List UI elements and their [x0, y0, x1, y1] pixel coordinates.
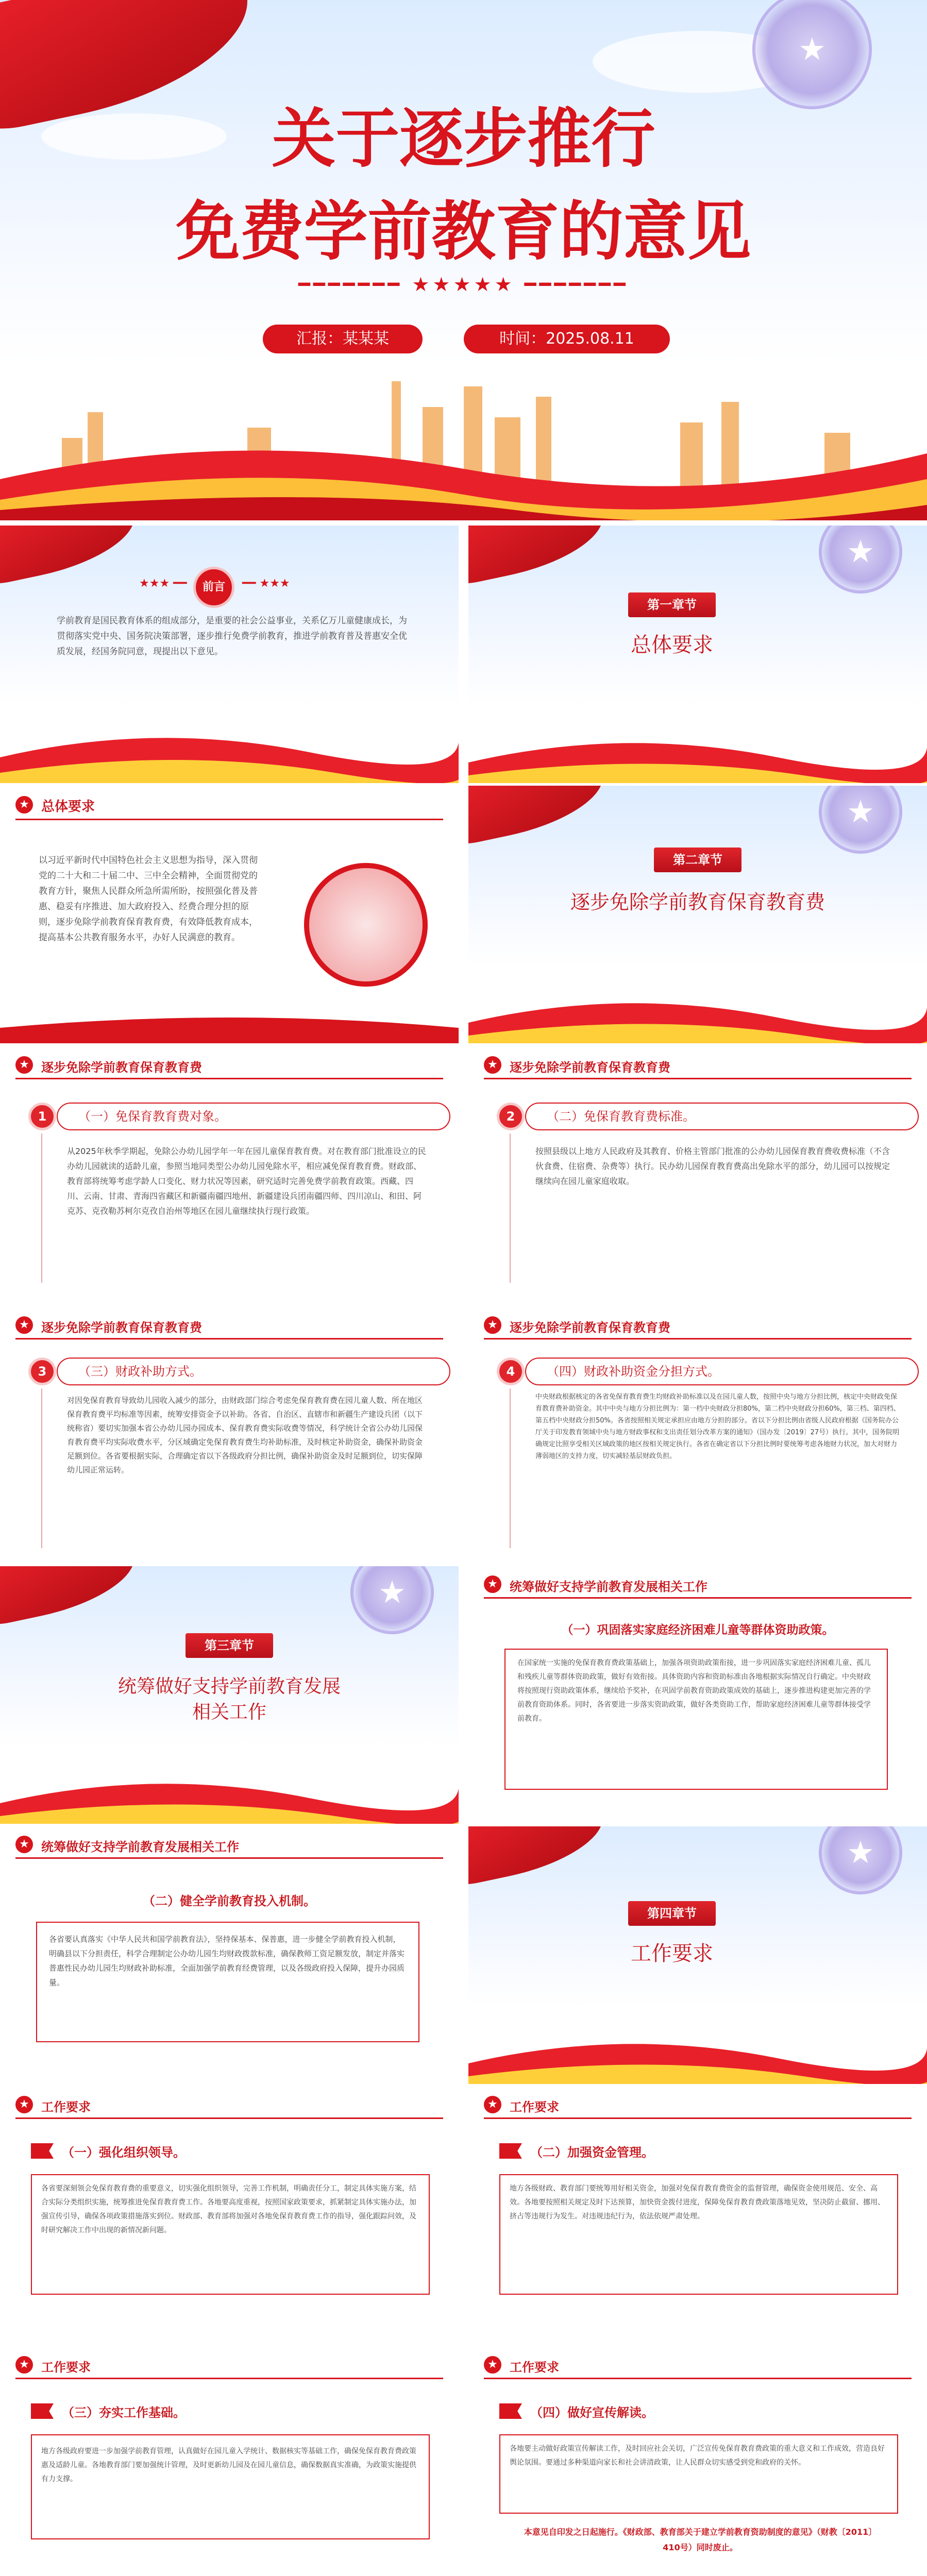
preface-text: 学前教育是国民教育体系的组成部分，是重要的社会公益事业，关系亿万儿童健康成长，为贯彻落实党中央、国务院决策部署，逐步推行免费学前教育，推进学前教育普及普惠安全优质发展，经国务院同意，现提出以下意见。 [57, 616, 407, 657]
item-subtitle: （四）做好宣传解读。 [530, 2405, 654, 2420]
item-text: 各地要主动做好政策宣传解读工作，及时回应社会关切，广泛宣传免保育教育费政策的重大意义和工作成效，营造良好舆论氛围。要通过多种渠道向家长和社会讲清政策，让人民群众切实感受到党和政府的关怀。 [510, 2445, 885, 2467]
overall-text: 以习近平新时代中国特色社会主义思想为指导，深入贯彻党的二十大和二十届二中、三中全会精神，全面贯彻党的教育方针，聚焦人民群众所急所需所盼，按照强化普及普惠、稳妥有序推进、加大政府投入、经费合理分担的原则，逐步免除学前教育保育教育费，有效降低教育成本，提高基本公共教育服务水平，办好人民满意的教育。 [39, 855, 258, 943]
item-pill: （一）免保育教育费对象。 [57, 1103, 450, 1130]
chapter4-slide[interactable] [468, 1826, 927, 2084]
chapter-badge: 第一章节 [628, 592, 716, 617]
item-text: 按照县级以上地方人民政府及其教育、价格主管部门批准的公办幼儿园保育教育费收费标准（不含伙食费、住宿费、杂费等）执行。民办幼儿园保育教育费高出免除水平的部分，幼儿园可以按规定继续向在园儿童家庭收取。 [535, 1146, 890, 1186]
header-underline [484, 2117, 912, 2119]
item-text: 从2025年秋季学期起，免除公办幼儿园学年一年在园儿童保育教育费。对在教育部门批准设立的民办幼儿园就读的适龄儿童，参照当地同类型公办幼儿园免除水平，相应减免保育教育费。财政部、教育部将统筹考虑学龄人口变化、财力状况等因素，研究适时完善免费学前教育政策。西藏、四川、云南、甘肃、青海四省藏区和新疆南疆四地州、新疆建设兵团南疆四师、四川凉山、和田、阿克苏、克孜勒苏柯尔克孜自治州等地区在园儿童继续执行现行政策。 [67, 1146, 426, 1216]
chapter-badge: 第四章节 [628, 1901, 716, 1926]
item-number: 4 [497, 1358, 525, 1385]
header-underline [15, 1078, 443, 1079]
section-header: 统筹做好支持学前教育发展相关工作 [510, 1580, 707, 1594]
item-text: 对因免保育教育导致幼儿园收入减少的部分，由财政部门综合考虑免保育教育费在园儿童人数、所在地区保育教育费平均标准等因素，统筹安排资金予以补助。各省、自治区、直辖市和新疆生产建设兵团（以下统称省）要切实加强本省公办幼儿园办园成本、保育教育费实际收费等情况，科学统计全省公办幼儿园保育教育费平均实际收费水平，分区域确定免保育教育费生均补助标准，及时核定补助资金，确保补助资金足额到位。各省要根据实际，合理确定省以下各级政府分担比例，确保补助资金及时足额到位，切实保障幼儿园正常运转。 [67, 1396, 423, 1475]
red-wave-decoration [468, 2002, 927, 2084]
chapter-title-line2: 相关工作 [192, 1702, 266, 1723]
section-header: 逐步免除学前教育保育教育费 [41, 1320, 202, 1335]
header-underline [484, 2378, 912, 2379]
section-icon: ★ [15, 1056, 33, 1074]
chapter-title: 逐步免除学前教育保育教育费 [570, 891, 825, 913]
header-underline [15, 1857, 443, 1859]
flag-icon [31, 2403, 54, 2419]
work-fund-management-slide[interactable] [468, 2087, 927, 2344]
vertical-guide-line [510, 1133, 511, 1283]
section-icon: ★ [15, 796, 33, 814]
star-decoration-right: ━━ ★★★ [242, 577, 290, 590]
section-icon: ★ [15, 1836, 33, 1853]
preface-badge: 前言 [193, 567, 234, 608]
cover-slide[interactable] [0, 0, 927, 520]
work-publicity-slide[interactable] [468, 2347, 927, 2576]
vertical-guide-line [41, 1388, 42, 1548]
targeted-aid-policy-slide[interactable] [468, 1566, 927, 1824]
item-text: 地方各级政府要进一步加强学前教育管理，认真做好在园儿童入学统计、数据核实等基础工作，确保免保育教育费政策惠及适龄儿童。各地教育部门要加强统计管理，及时更新幼儿园及在园儿童信息，确保数据真实准确，为政策实施提供有力支撑。 [41, 2447, 416, 2483]
chapter-badge: 第三章节 [186, 1633, 273, 1658]
header-underline [15, 2117, 443, 2119]
header-underline [15, 819, 443, 820]
section-header: 总体要求 [41, 799, 95, 815]
red-wave-decoration [0, 1741, 459, 1824]
time-pill: 时间：2025.08.11 [464, 325, 670, 353]
fiscal-subsidy-method-slide[interactable] [0, 1306, 459, 1564]
star-divider: ━━━━━━━ ★★★★★ ━━━━━━━ [298, 273, 629, 296]
item-subtitle: （一）巩固落实家庭经济困难儿童等群体资助政策。 [561, 1623, 834, 1637]
item-subtitle: （三）夯实工作基础。 [62, 2405, 186, 2420]
red-wave-decoration [468, 961, 927, 1043]
red-wave-decoration [0, 701, 459, 783]
fee-exemption-standard-slide[interactable] [468, 1046, 927, 1303]
section-header: 逐步免除学前教育保育教育费 [510, 1320, 670, 1335]
chapter1-slide[interactable] [468, 526, 927, 783]
chapter-title: 总体要求 [631, 633, 713, 657]
preface-slide[interactable] [0, 526, 459, 783]
header-underline [15, 2378, 443, 2379]
red-wave-decoration [468, 701, 927, 783]
header-underline [484, 1338, 912, 1340]
chapter2-slide[interactable] [468, 786, 927, 1043]
section-header: 逐步免除学前教育保育教育费 [41, 1060, 202, 1075]
flag-icon [499, 2143, 522, 2159]
item-pill: （三）财政补助方式。 [57, 1358, 450, 1385]
item-subtitle: （二）加强资金管理。 [530, 2145, 654, 2160]
section-icon: ★ [484, 1056, 501, 1074]
section-header: 工作要求 [510, 2360, 559, 2375]
reporter-pill: 汇报：某某某 [263, 325, 423, 353]
chapter-title: 工作要求 [631, 1942, 713, 1965]
item-subtitle: （二）健全学前教育投入机制。 [143, 1894, 316, 1908]
fee-exemption-target-slide[interactable] [0, 1046, 459, 1303]
bottom-wave-decoration [0, 1007, 459, 1043]
vertical-guide-line [41, 1133, 42, 1283]
work-leadership-slide[interactable] [0, 2087, 459, 2344]
section-icon: ★ [484, 1575, 501, 1593]
fund-sharing-method-slide[interactable] [468, 1306, 927, 1564]
section-icon: ★ [15, 2356, 33, 2374]
vertical-guide-line [510, 1388, 511, 1548]
flag-icon [31, 2143, 54, 2159]
section-icon: ★ [484, 2096, 501, 2113]
item-number: 1 [28, 1103, 56, 1130]
investment-mechanism-slide[interactable] [0, 1826, 459, 2084]
overall-requirement-slide[interactable] [0, 786, 459, 1043]
chapter-badge: 第二章节 [654, 848, 741, 872]
item-subtitle: （一）强化组织领导。 [62, 2145, 186, 2160]
section-header: 逐步免除学前教育保育教育费 [510, 1060, 670, 1075]
section-icon: ★ [484, 2356, 501, 2374]
work-foundation-slide[interactable] [0, 2347, 459, 2576]
item-number: 2 [497, 1103, 525, 1130]
section-icon: ★ [484, 1316, 501, 1334]
decorative-circle-image [304, 863, 428, 987]
item-number: 3 [28, 1358, 56, 1385]
item-text: 各省要深刻领会免保育教育费的重要意义，切实强化组织领导，完善工作机制，明确责任分工，制定具体实施方案，结合实际分类组织实施，统筹推进免保育教育费工作。各地要高度重视，按照国家政策要求，抓紧制定具体实施办法，加强宣传引导，确保各项政策措施落实到位。财政部、教育部将加强对各地免保育教育费工作的指导，强化跟踪问效，及时研究解决工作中出现的新情况新问题。 [41, 2184, 416, 2234]
section-header: 工作要求 [41, 2360, 91, 2375]
city-skyline-illustration [0, 350, 927, 520]
item-text: 中央财政根据核定的各省免保育教育费生均财政补助标准以及在园儿童人数，按照中央与地方分担比例，核定中央财政免保育教育费补助资金。其中中央与地方分担比例为：第一档中央财政分担80%，第二档中央财政分担60%，第三档、第四档、第五档中央财政分担50%。各省按照相关规定承担应由地方分担的部分。省以下分担比例由省级人民政府根据《国务院办公厅关于印发教育领域中央与地方财政事权和支出责任划分改革方案的通知》（国办发〔2019〕27号）执行。其中，国务院明确规定比照享受相关区域政策的地区按相关规定执行。各省在确定省以下分担比例时要统筹考虑各地财力状况，加大对财力薄弱地区的支持力度，切实减轻基层财政负担。 [535, 1393, 900, 1460]
chapter3-slide[interactable] [0, 1566, 459, 1824]
section-icon: ★ [15, 1316, 33, 1334]
header-underline [484, 1078, 912, 1079]
section-header: 工作要求 [41, 2100, 91, 2114]
item-text: 各省要认真落实《中华人民共和国学前教育法》，坚持保基本、保普惠，进一步健全学前教育投入机制，明确县以下分担责任，科学合理制定公办幼儿园生均财政拨款标准，确保教师工资足额发放，制定并落实普惠性民办幼儿园生均财政补助标准，全面加强学前教育经费管理，以及各级政府投入保障，提升办园质量。 [49, 1935, 405, 1987]
closing-note: 本意见自印发之日起施行。《财政部、教育部关于建立学前教育资助制度的意见》（财教〔2011〕410号）同时废止。 [524, 2527, 877, 2552]
item-text: 在国家统一实施的免保育教育费政策基础上，加强各项资助政策衔接，进一步巩固落实家庭经济困难儿童、孤儿和残疾儿童等群体资助政策，做好有效衔接。具体资助内容和资助标准由各地根据实际情况自行确定。中央财政将按照现行资助政策体系，继续给予奖补，在巩固学前教育资助政策成效的基础上，逐步推进构建更加完善的学前教育资助体系。同时，各省要进一步落实资助政策，做好各类资助工作，帮助家庭经济困难儿童等群体接受学前教育。 [517, 1659, 871, 1723]
section-header: 统筹做好支持学前教育发展相关工作 [41, 1840, 239, 1854]
cover-title-line1: 关于逐步推行 [272, 101, 655, 176]
section-icon: ★ [15, 2096, 33, 2113]
item-text: 地方各级财政、教育部门要统筹用好相关资金，加强对免保育教育费资金的监督管理，确保资金使用规范、安全、高效。各地要按照相关规定及时下达预算，加快资金拨付进度，保障免保育教育费政策落地见效，坚决防止截留、挪用、挤占等违规行为发生。对违规违纪行为，依法依规严肃处理。 [510, 2184, 885, 2221]
star-decoration-left: ★★★ ━━ [139, 577, 187, 590]
header-underline [484, 1597, 912, 1599]
cover-title-line2: 免费学前教育的意见 [176, 194, 751, 269]
item-pill: （四）财政补助资金分担方式。 [525, 1358, 919, 1385]
header-underline [15, 1338, 443, 1340]
section-header: 工作要求 [510, 2100, 559, 2114]
chapter-title-line1: 统筹做好支持学前教育发展 [117, 1676, 341, 1697]
item-pill: （二）免保育教育费标准。 [525, 1103, 919, 1130]
flag-icon [499, 2403, 522, 2419]
